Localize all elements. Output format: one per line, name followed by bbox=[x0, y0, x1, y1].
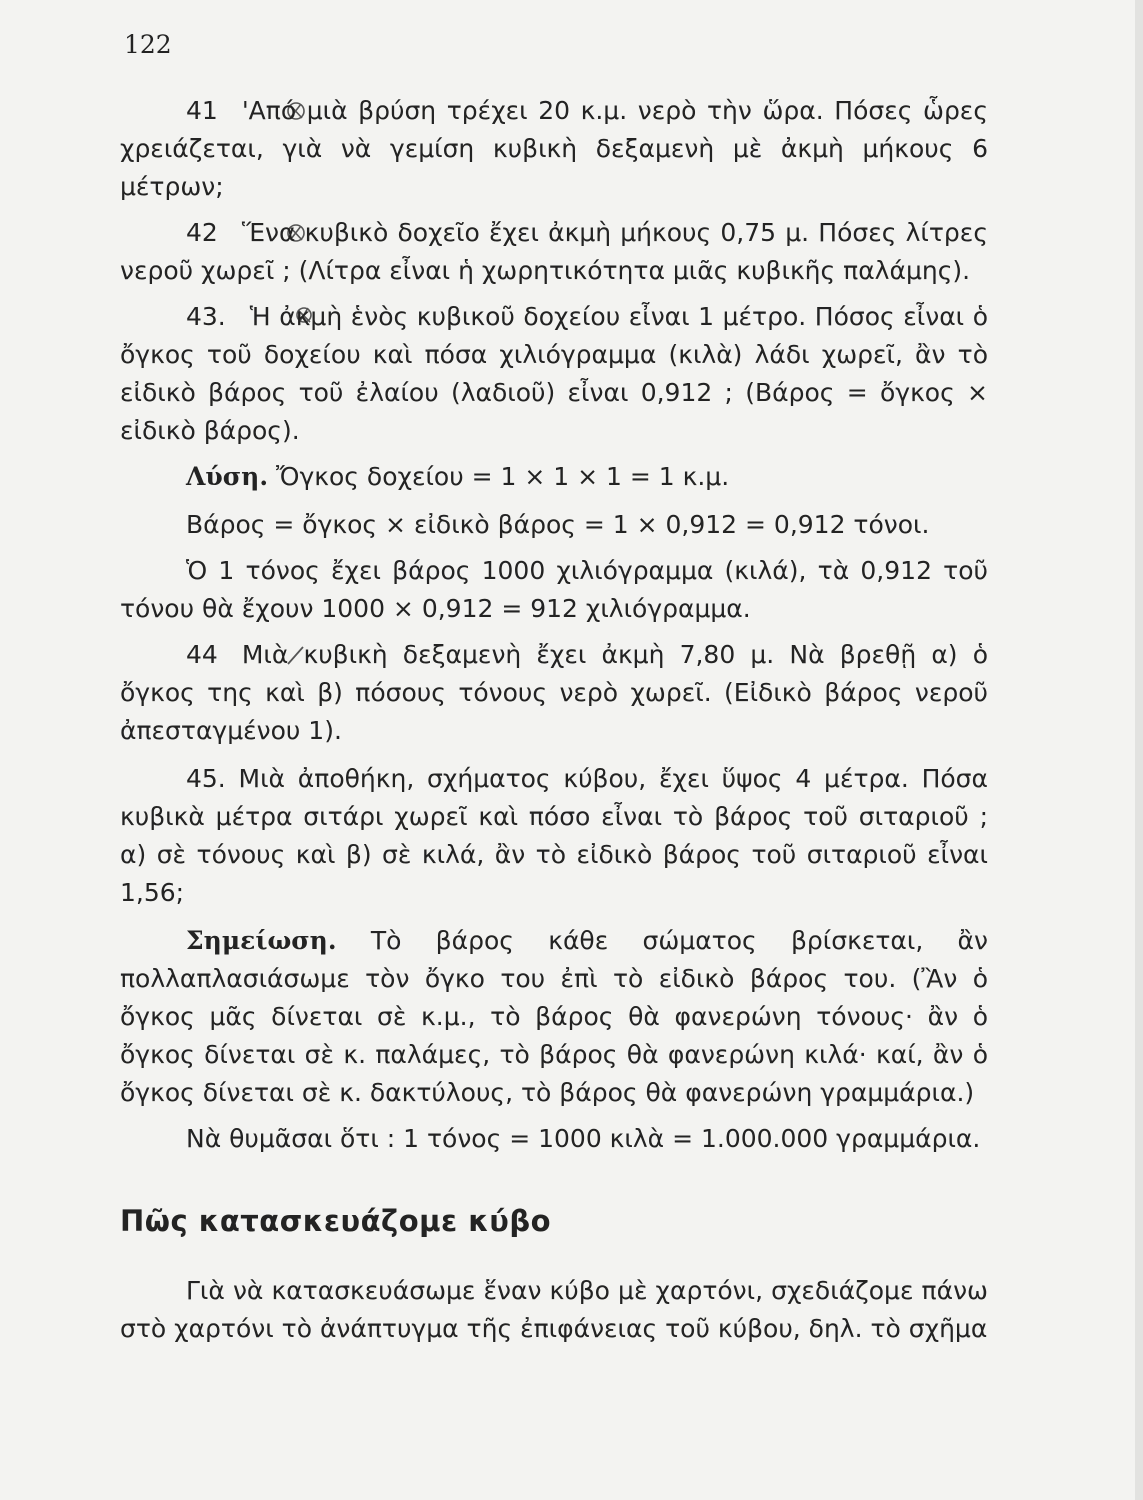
note-text: Τὸ βάρος κάθε σώματος βρίσκεται, ἂν πολλαπλασιάσωμε τὸν ὄγκο του ἐπὶ τὸ εἰδικὸ βάρος του. (Ἂν ὁ ὄγκος μᾶς δίνεται σὲ κ.μ., τὸ βάρος θὰ φανερώνη τόνους· ἂν ὁ ὄγκος δίνεται σὲ κ. παλάμες, τὸ βάρος θὰ φανερώνη κιλά· καί, ἂν ὁ ὄγκος δίνεται σὲ κ. δακτύλους, τὸ βάρος θὰ φανερώνη γραμμάρια.) bbox=[120, 926, 988, 1107]
pencil-mark-icon bbox=[219, 218, 241, 242]
reminder: Νὰ θυμᾶσαι ὅτι : 1 τόνος = 1000 κιλὰ = 1.000.000 γραμμάρια. bbox=[186, 1124, 981, 1153]
page-number: 122 bbox=[124, 30, 172, 59]
section-text: Γιὰ νὰ κατασκευάσωμε ἕναν κύβο μὲ χαρτόνι, σχεδιάζομε πάνω στὸ χαρτόνι τὸ ἀνάπτυγμα τῆς ἐπιφάνειας τοῦ κύβου, δηλ. τὸ σχῆμα bbox=[120, 1276, 988, 1343]
exercise-number: 43. bbox=[186, 302, 226, 331]
solution-line-3: Ὁ 1 τόνος ἔχει βάρος 1000 χιλιόγραμμα (κιλά), τὰ 0,912 τοῦ τόνου θὰ ἔχουν 1000 × 0,912 = 912 χιλιόγραμμα. bbox=[120, 556, 988, 623]
exercise-43 bbox=[120, 298, 988, 450]
exercise-text: Ἡ ἀκμὴ ἑνὸς κυβικοῦ δοχείου εἶναι 1 μέτρο. Πόσος εἶναι ὁ ὄγκος τοῦ δοχείου καὶ πόσα χιλιόγραμμα (κιλὰ) λάδι χωρεῖ, ἂν τὸ εἰδικὸ βάρος τοῦ ἐλαίου (λαδιοῦ) εἶναι 0,912 ; (Βάρος = ὄγκος × εἰδικὸ βάρος). bbox=[120, 302, 988, 445]
exercise-45: 45. Μιὰ ἀποθήκη, σχήματος κύβου, ἔχει ὕψος 4 μέτρα. Πόσα κυβικὰ μέτρα σιτάρι χωρεῖ καὶ πόσο εἶναι τὸ βάρος τοῦ σιταριοῦ ; α) σὲ τόνους καὶ β) σὲ κιλά, ἂν τὸ εἰδικὸ βάρος τοῦ σιταριοῦ εἶναι 1,56; bbox=[120, 764, 988, 907]
page-edge-shadow bbox=[1135, 0, 1143, 1500]
pencil-mark-icon bbox=[219, 640, 241, 664]
page-body bbox=[120, 92, 988, 1356]
exercise-42 bbox=[120, 214, 988, 290]
exercise-number: 44 bbox=[186, 640, 218, 669]
solution-line-1 bbox=[120, 458, 988, 496]
solution-volume: Ὄγκος δοχείου = 1 × 1 × 1 = 1 κ.μ. bbox=[276, 462, 730, 491]
exercise-number: 41 bbox=[186, 96, 218, 125]
section-heading: Πῶς κατασκευάζομε κύβο bbox=[120, 1204, 552, 1238]
solution-label: Λύση. bbox=[186, 462, 269, 491]
solution-line-2: Βάρος = ὄγκος × εἰδικὸ βάρος = 1 × 0,912 = 0,912 τόνοι. bbox=[186, 510, 930, 539]
exercise-text: Μιὰ κυβικὴ δεξαμενὴ ἔχει ἀκμὴ 7,80 μ. Νὰ βρεθῇ α) ὁ ὄγκος της καὶ β) πόσους τόνους νερὸ χωρεῖ. (Εἰδικὸ βάρος νεροῦ ἀπεσταγμένου 1). bbox=[120, 640, 988, 745]
exercise-41 bbox=[120, 92, 988, 206]
exercise-text: 'Από μιὰ βρύση τρέχει 20 κ.μ. νερὸ τὴν ὥρα. Πόσες ὧρες χρειάζεται, γιὰ νὰ γεμίση κυβικὴ δεξαμενὴ μὲ ἀκμὴ μήκους 6 μέτρων; bbox=[120, 96, 988, 201]
note-label: Σημείωση. bbox=[186, 926, 337, 955]
pencil-mark-icon bbox=[227, 302, 249, 326]
exercise-number: 42 bbox=[186, 218, 218, 247]
note bbox=[120, 922, 988, 1112]
exercise-44 bbox=[120, 636, 988, 750]
pencil-mark-icon bbox=[219, 96, 241, 120]
exercise-text: Ἕνα κυβικὸ δοχεῖο ἔχει ἀκμὴ μήκους 0,75 μ. Πόσες λίτρες νεροῦ χωρεῖ ; (Λίτρα εἶναι ἡ χωρητικότητα μιᾶς κυβικῆς παλάμης). bbox=[120, 218, 988, 285]
